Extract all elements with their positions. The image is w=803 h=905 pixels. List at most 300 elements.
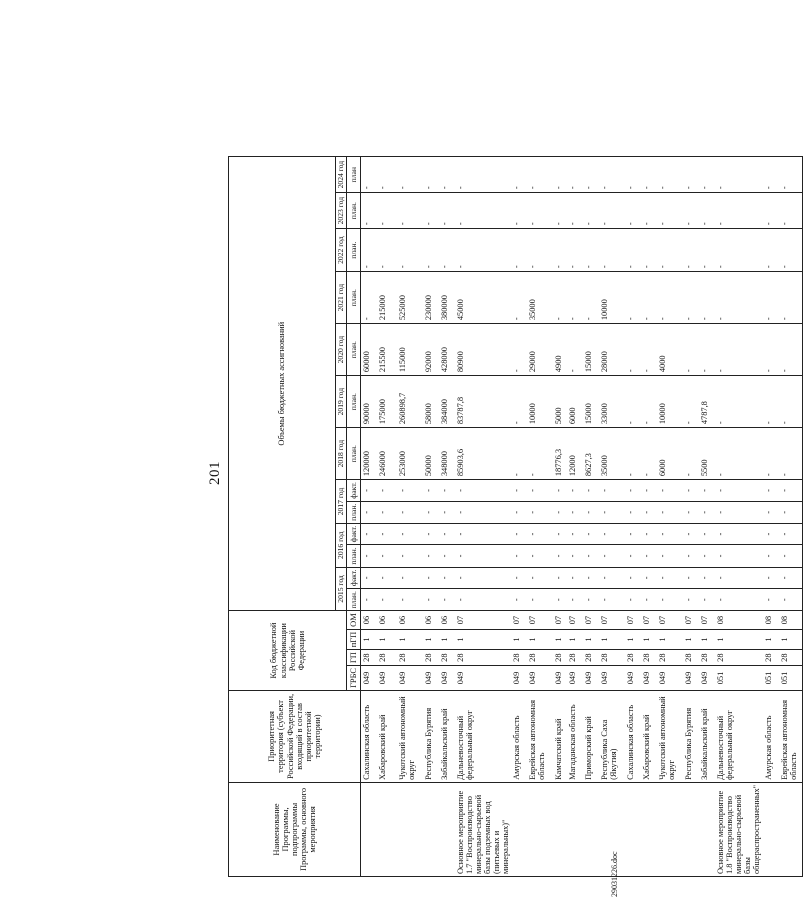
value-cell: - [715, 193, 762, 229]
om-cell: 07 [455, 611, 511, 630]
value-cell: 380000 [439, 272, 455, 324]
value-cell: - [397, 480, 423, 502]
territory-cell: Республика Саха (Якутия) [599, 690, 625, 782]
value-cell: - [699, 324, 715, 376]
value-cell: - [511, 229, 527, 272]
value-cell: - [583, 157, 599, 193]
grbs-cell: 049 [683, 666, 699, 691]
header-year-2022: 2022 год [336, 229, 347, 272]
value-cell: - [527, 567, 553, 589]
value-cell: - [641, 272, 657, 324]
value-cell: - [779, 193, 803, 229]
value-cell: - [377, 229, 397, 272]
value-cell: - [377, 193, 397, 229]
value-cell: - [553, 229, 567, 272]
om-cell: 07 [599, 611, 625, 630]
pgp-cell: 1 [625, 629, 641, 649]
value-cell: - [657, 480, 683, 502]
value-cell: - [763, 324, 779, 376]
value-cell: - [657, 229, 683, 272]
value-cell: 29000 [527, 324, 553, 376]
value-cell: - [567, 229, 583, 272]
value-cell: - [779, 567, 803, 589]
grbs-cell: 051 [763, 666, 779, 691]
value-cell: - [361, 501, 377, 523]
value-cell: - [361, 229, 377, 272]
value-cell: - [599, 545, 625, 567]
value-cell: 83787,8 [455, 376, 511, 428]
value-cell: - [699, 229, 715, 272]
om-cell: 08 [779, 611, 803, 630]
value-cell: - [699, 589, 715, 611]
value-cell: - [455, 589, 511, 611]
om-cell: 06 [361, 611, 377, 630]
value-cell: - [625, 272, 641, 324]
program-cell: Основное мероприятие 1.7 "Воспроизводство минерально-сырьевой базы подземных вод (питьевых и минеральных)" [455, 782, 511, 876]
value-cell: - [641, 589, 657, 611]
om-cell: 06 [397, 611, 423, 630]
value-cell: 8627,3 [583, 428, 599, 480]
value-cell: - [439, 567, 455, 589]
value-cell: 348000 [439, 428, 455, 480]
table-header [229, 157, 361, 877]
value-cell: - [763, 567, 779, 589]
gp-cell: 28 [763, 650, 779, 666]
value-cell: - [763, 545, 779, 567]
value-cell: - [699, 480, 715, 502]
value-cell: - [657, 589, 683, 611]
value-cell: - [377, 589, 397, 611]
om-cell: 08 [763, 611, 779, 630]
value-cell: - [641, 523, 657, 545]
value-cell: - [361, 567, 377, 589]
grbs-cell: 049 [423, 666, 439, 691]
table-body [361, 157, 803, 877]
value-cell: - [397, 229, 423, 272]
value-cell: - [683, 589, 699, 611]
territory-cell: Еврейская автономная область [527, 690, 553, 782]
table-row [527, 157, 553, 877]
value-cell: 384000 [439, 376, 455, 428]
value-cell: - [699, 272, 715, 324]
value-cell: - [715, 229, 762, 272]
grbs-cell: 049 [511, 666, 527, 691]
value-cell: - [779, 480, 803, 502]
value-cell: - [625, 229, 641, 272]
value-cell: - [361, 272, 377, 324]
value-cell: - [567, 193, 583, 229]
gp-cell: 28 [553, 650, 567, 666]
value-cell: - [439, 480, 455, 502]
header-plan: план. [347, 193, 361, 229]
gp-cell: 28 [455, 650, 511, 666]
value-cell: - [779, 229, 803, 272]
value-cell: - [439, 157, 455, 193]
value-cell: - [779, 589, 803, 611]
value-cell: 10000 [599, 272, 625, 324]
grbs-cell: 049 [641, 666, 657, 691]
value-cell: - [423, 567, 439, 589]
value-cell: 35000 [599, 428, 625, 480]
table-row [553, 157, 567, 877]
value-cell: - [511, 157, 527, 193]
value-cell: - [361, 589, 377, 611]
gp-cell: 28 [377, 650, 397, 666]
value-cell: - [397, 567, 423, 589]
value-cell: - [625, 567, 641, 589]
gp-cell: 28 [567, 650, 583, 666]
header-plan: план. [347, 229, 361, 272]
value-cell: - [641, 480, 657, 502]
value-cell: - [439, 545, 455, 567]
table-row [583, 157, 599, 877]
gp-cell: 28 [397, 650, 423, 666]
value-cell: - [599, 523, 625, 545]
value-cell: 6000 [657, 428, 683, 480]
value-cell: - [527, 545, 553, 567]
value-cell: 253000 [397, 428, 423, 480]
pgp-cell: 1 [715, 629, 762, 649]
program-cell [641, 782, 657, 876]
value-cell: - [763, 193, 779, 229]
budget-allocation-table [228, 156, 803, 877]
value-cell: - [657, 523, 683, 545]
value-cell: - [779, 501, 803, 523]
territory-cell: Приморский край [583, 690, 599, 782]
value-cell: - [553, 193, 567, 229]
value-cell: - [641, 229, 657, 272]
pgp-cell: 1 [553, 629, 567, 649]
program-cell [377, 782, 397, 876]
territory-cell: Чукотский автономный округ [657, 690, 683, 782]
value-cell: - [641, 376, 657, 428]
pgp-cell: 1 [423, 629, 439, 649]
value-cell: 525000 [397, 272, 423, 324]
territory-cell: Магаданская область [567, 690, 583, 782]
document-filename: 29031226.doc [610, 851, 619, 897]
value-cell: - [553, 157, 567, 193]
value-cell: - [683, 523, 699, 545]
value-cell: - [511, 376, 527, 428]
header-year-2018: 2018 год [336, 428, 347, 480]
value-cell: 10000 [657, 376, 683, 428]
value-cell: - [683, 272, 699, 324]
value-cell: - [511, 589, 527, 611]
program-cell [439, 782, 455, 876]
value-cell: - [715, 501, 762, 523]
territory-cell: Республика Бурятия [683, 690, 699, 782]
territory-cell: Республика Бурятия [423, 690, 439, 782]
table-row [683, 157, 699, 877]
territory-cell: Сахалинская область [625, 690, 641, 782]
value-cell: - [763, 501, 779, 523]
territory-cell: Забайкальский край [699, 690, 715, 782]
value-cell: - [423, 480, 439, 502]
value-cell: - [763, 589, 779, 611]
table-row [439, 157, 455, 877]
om-cell: 08 [715, 611, 762, 630]
gp-cell: 28 [511, 650, 527, 666]
value-cell: - [439, 523, 455, 545]
value-cell: 35000 [527, 272, 553, 324]
header-year-2023: 2023 год [336, 193, 347, 229]
value-cell: - [625, 480, 641, 502]
value-cell: 92000 [423, 324, 439, 376]
value-cell: - [763, 480, 779, 502]
territory-cell: Сахалинская область [361, 690, 377, 782]
program-cell: Основное мероприятие 1.8 "Воспроизводство минерально-сырьевой базы общераспространенных" [715, 782, 762, 876]
om-cell: 07 [641, 611, 657, 630]
value-cell: - [599, 589, 625, 611]
value-cell: - [377, 480, 397, 502]
value-cell: - [397, 523, 423, 545]
value-cell: - [553, 567, 567, 589]
program-cell [397, 782, 423, 876]
value-cell: 28000 [599, 324, 625, 376]
value-cell: - [439, 193, 455, 229]
header-plan: план. [347, 272, 361, 324]
table-row [763, 157, 779, 877]
value-cell: - [527, 229, 553, 272]
value-cell: - [583, 480, 599, 502]
value-cell: - [779, 272, 803, 324]
value-cell: - [599, 193, 625, 229]
value-cell: 58000 [423, 376, 439, 428]
value-cell: - [715, 567, 762, 589]
gp-cell: 28 [715, 650, 762, 666]
value-cell: - [511, 567, 527, 589]
value-cell: - [567, 545, 583, 567]
value-cell: - [527, 501, 553, 523]
value-cell: - [683, 193, 699, 229]
value-cell: - [527, 523, 553, 545]
value-cell: - [527, 428, 553, 480]
value-cell: - [699, 567, 715, 589]
value-cell: - [779, 324, 803, 376]
value-cell: - [599, 480, 625, 502]
territory-cell: Забайкальский край [439, 690, 455, 782]
value-cell: - [763, 376, 779, 428]
value-cell: - [599, 567, 625, 589]
value-cell: - [455, 567, 511, 589]
header-year-2024: 2024 год [336, 157, 347, 193]
value-cell: - [625, 157, 641, 193]
value-cell: - [583, 523, 599, 545]
header-plan: план. [347, 324, 361, 376]
grbs-cell: 049 [599, 666, 625, 691]
program-cell [361, 782, 377, 876]
value-cell: - [683, 501, 699, 523]
grbs-cell: 049 [567, 666, 583, 691]
gp-cell: 28 [527, 650, 553, 666]
value-cell: - [715, 428, 762, 480]
program-cell [567, 782, 583, 876]
territory-cell: Амурская область [763, 690, 779, 782]
value-cell: - [763, 272, 779, 324]
header-year-2016: 2016 год [336, 523, 347, 567]
value-cell: - [763, 157, 779, 193]
value-cell: - [715, 324, 762, 376]
grbs-cell: 049 [397, 666, 423, 691]
value-cell: 90000 [361, 376, 377, 428]
grbs-cell: 049 [439, 666, 455, 691]
pgp-cell: 1 [657, 629, 683, 649]
value-cell: - [377, 545, 397, 567]
value-cell: - [455, 501, 511, 523]
program-cell [527, 782, 553, 876]
value-cell: - [377, 157, 397, 193]
value-cell: - [599, 229, 625, 272]
value-cell: - [599, 157, 625, 193]
territory-cell: Чукотский автономный округ [397, 690, 423, 782]
table-row [657, 157, 683, 877]
value-cell: - [657, 157, 683, 193]
value-cell: - [583, 501, 599, 523]
value-cell: 215500 [377, 324, 397, 376]
value-cell: - [699, 193, 715, 229]
value-cell: - [715, 157, 762, 193]
value-cell: - [625, 193, 641, 229]
header-grbs: ГРБС [347, 666, 361, 691]
value-cell: - [583, 229, 599, 272]
pgp-cell: 1 [779, 629, 803, 649]
header-plan: план. [347, 589, 361, 611]
value-cell: 230000 [423, 272, 439, 324]
grbs-cell: 049 [361, 666, 377, 691]
value-cell: - [715, 589, 762, 611]
value-cell: - [625, 545, 641, 567]
pgp-cell: 1 [511, 629, 527, 649]
value-cell: - [361, 545, 377, 567]
value-cell: - [641, 567, 657, 589]
table-row [423, 157, 439, 877]
value-cell: - [439, 229, 455, 272]
grbs-cell: 049 [455, 666, 511, 691]
gp-cell: 28 [423, 650, 439, 666]
value-cell: - [439, 501, 455, 523]
value-cell: - [361, 193, 377, 229]
value-cell: - [715, 480, 762, 502]
value-cell: 12000 [567, 428, 583, 480]
value-cell: - [567, 501, 583, 523]
value-cell: - [377, 523, 397, 545]
value-cell: - [699, 501, 715, 523]
value-cell: - [583, 589, 599, 611]
value-cell: 15000 [583, 324, 599, 376]
value-cell: - [527, 480, 553, 502]
value-cell: - [625, 523, 641, 545]
value-cell: - [455, 157, 511, 193]
value-cell: - [439, 589, 455, 611]
value-cell: - [699, 545, 715, 567]
value-cell: 260898,7 [397, 376, 423, 428]
value-cell: - [779, 376, 803, 428]
value-cell: - [641, 193, 657, 229]
pgp-cell: 1 [641, 629, 657, 649]
value-cell: - [455, 545, 511, 567]
header-territory: Приоритетная территория (субъект Российской Федерации, входящий в состав приоритетной территории) [229, 690, 361, 782]
value-cell: - [567, 523, 583, 545]
table-row [455, 157, 511, 877]
value-cell: 85903,6 [455, 428, 511, 480]
gp-cell: 28 [641, 650, 657, 666]
value-cell: - [423, 157, 439, 193]
gp-cell: 28 [583, 650, 599, 666]
program-cell [779, 782, 803, 876]
header-plan: план. [347, 376, 361, 428]
gp-cell: 28 [439, 650, 455, 666]
value-cell: - [699, 157, 715, 193]
pgp-cell: 1 [683, 629, 699, 649]
value-cell: - [397, 589, 423, 611]
program-cell [553, 782, 567, 876]
value-cell: - [511, 501, 527, 523]
value-cell: - [553, 545, 567, 567]
header-plan: план. [347, 501, 361, 523]
value-cell: - [511, 480, 527, 502]
value-cell: 80900 [455, 324, 511, 376]
value-cell: - [567, 157, 583, 193]
value-cell: - [397, 157, 423, 193]
value-cell: 4000 [657, 324, 683, 376]
om-cell: 07 [657, 611, 683, 630]
value-cell: - [361, 157, 377, 193]
value-cell: - [599, 501, 625, 523]
header-pgp: пГП [347, 629, 361, 649]
program-cell [683, 782, 699, 876]
gp-cell: 28 [361, 650, 377, 666]
value-cell: - [511, 545, 527, 567]
header-year-2017: 2017 год [336, 480, 347, 524]
value-cell: - [715, 272, 762, 324]
table-row [377, 157, 397, 877]
program-cell [625, 782, 641, 876]
om-cell: 07 [625, 611, 641, 630]
value-cell: - [377, 567, 397, 589]
value-cell: - [625, 428, 641, 480]
value-cell: - [641, 501, 657, 523]
value-cell: 246000 [377, 428, 397, 480]
value-cell: - [511, 523, 527, 545]
om-cell: 07 [511, 611, 527, 630]
value-cell: - [641, 324, 657, 376]
page-number: 201 [207, 461, 223, 485]
value-cell: - [527, 193, 553, 229]
value-cell: - [657, 501, 683, 523]
value-cell: 428000 [439, 324, 455, 376]
value-cell: - [553, 501, 567, 523]
header-om: ОМ [347, 611, 361, 630]
header-program: Наименование Программы, подпрограммы Программы, основного мероприятия [229, 782, 361, 876]
program-cell [583, 782, 599, 876]
header-gp: ГП [347, 650, 361, 666]
om-cell: 06 [423, 611, 439, 630]
territory-cell: Дальневосточный федеральный округ [715, 690, 762, 782]
value-cell: - [683, 229, 699, 272]
value-cell: - [715, 545, 762, 567]
value-cell: - [583, 545, 599, 567]
value-cell: 215000 [377, 272, 397, 324]
pgp-cell: 1 [439, 629, 455, 649]
value-cell: - [683, 567, 699, 589]
pgp-cell: 1 [699, 629, 715, 649]
pgp-cell: 1 [377, 629, 397, 649]
table-row [779, 157, 803, 877]
value-cell: - [763, 523, 779, 545]
value-cell: - [423, 193, 439, 229]
value-cell: - [657, 567, 683, 589]
gp-cell: 28 [599, 650, 625, 666]
